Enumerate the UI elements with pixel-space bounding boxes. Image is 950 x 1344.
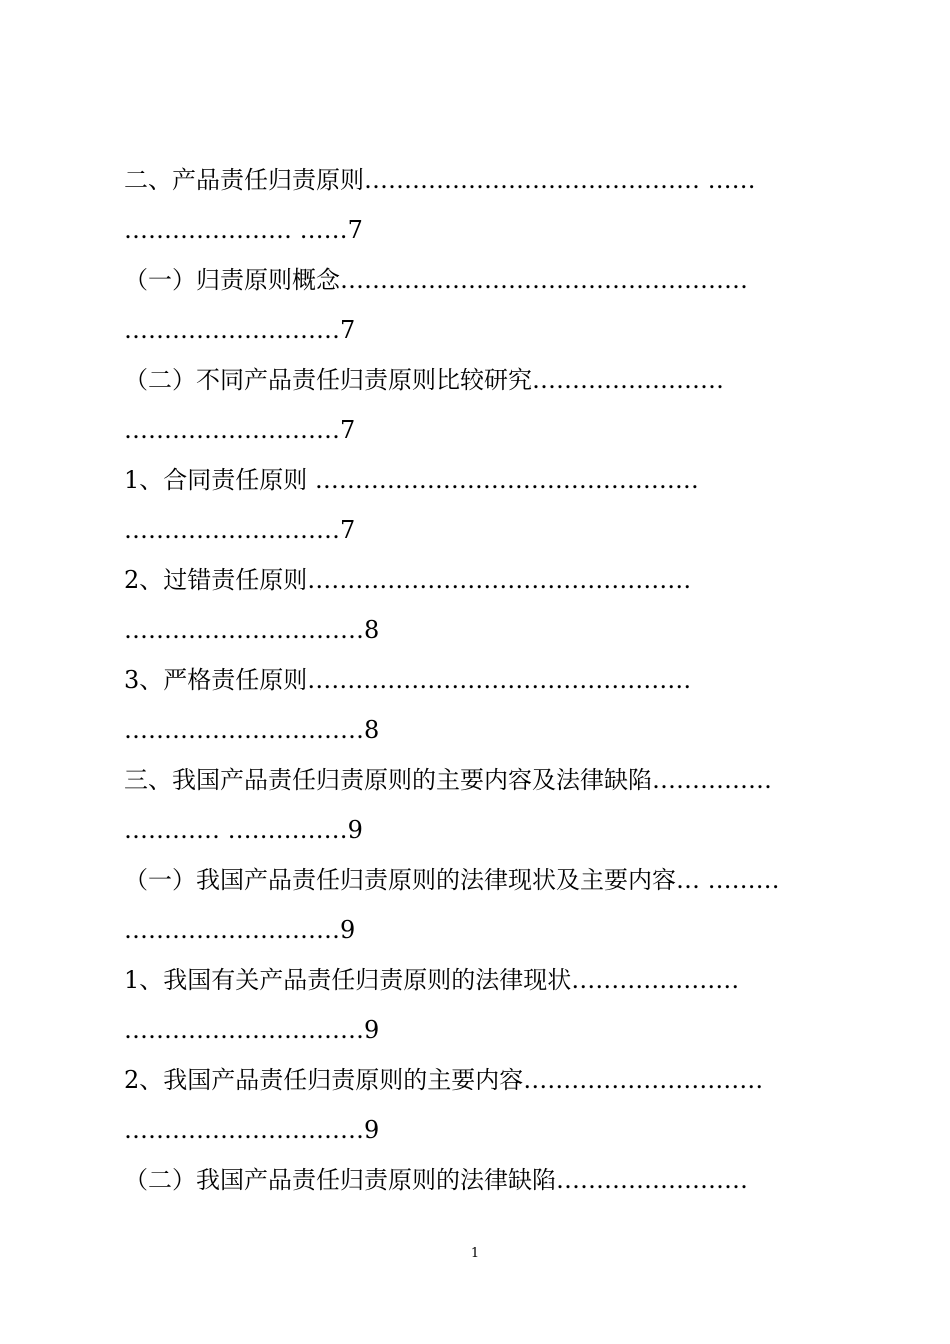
- toc-line: ………………………7: [124, 416, 356, 444]
- toc-line: 三、我国产品责任归责原则的主要内容及法律缺陷……………: [124, 766, 772, 794]
- toc-line: …………………………9: [124, 1116, 380, 1144]
- toc-line: …………………………8: [124, 616, 380, 644]
- toc-line: 2、我国产品责任归责原则的主要内容…………………………: [124, 1066, 764, 1094]
- page-number: 1: [470, 1246, 480, 1261]
- toc-line: …………………………8: [124, 716, 380, 744]
- toc-line: ………………………7: [124, 516, 356, 544]
- toc-line: 3、严格责任原则…………………………………………: [124, 666, 692, 694]
- toc-line: ………………………9: [124, 916, 356, 944]
- toc-line: ………………… ……7: [124, 216, 363, 244]
- toc-line: （二）不同产品责任归责原则比较研究……………………: [124, 366, 724, 394]
- toc-line: ………………………7: [124, 316, 356, 344]
- toc-line: ………… ……………9: [124, 816, 363, 844]
- toc-line: （一）归责原则概念……………………………………………: [124, 266, 748, 294]
- toc-line: 2、过错责任原则…………………………………………: [124, 566, 692, 594]
- table-of-contents: [124, 155, 830, 1205]
- toc-line: （一）我国产品责任归责原则的法律现状及主要内容… ………: [124, 866, 780, 894]
- toc-line: 1、我国有关产品责任归责原则的法律现状…………………: [124, 966, 740, 994]
- toc-line: 1、合同责任原则 …………………………………………: [124, 466, 699, 494]
- toc-line: …………………………9: [124, 1016, 380, 1044]
- toc-line: 二、产品责任归责原则…………………………………… ……: [124, 166, 756, 194]
- toc-line: （二）我国产品责任归责原则的法律缺陷……………………: [124, 1166, 748, 1194]
